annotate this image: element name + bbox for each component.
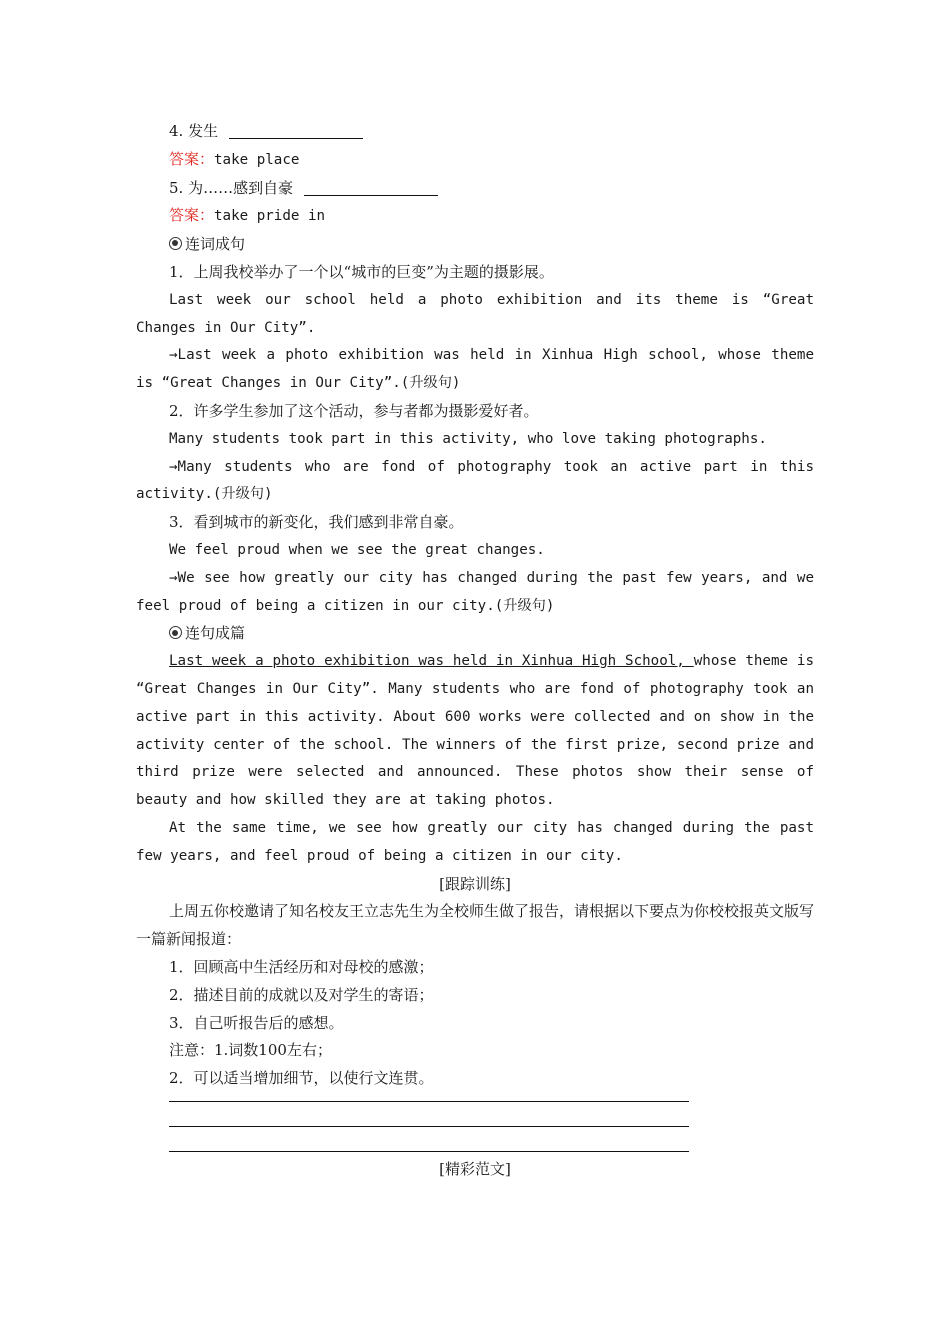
sentence-en-1: Last week our school held a photo exhibition and its theme is “Great Changes in Our City”.: [136, 291, 814, 336]
section-title-sentences: [136, 231, 814, 259]
writing-line[interactable]: [169, 1126, 689, 1127]
answer-label: 答案：: [169, 149, 215, 168]
answer-line-5: [136, 202, 814, 231]
passage-paragraph-1: [136, 648, 814, 815]
sentence-zh-3: 3．看到城市的新变化，我们感到非常自豪。: [169, 513, 464, 532]
vocab-prompt: 为……感到自豪: [188, 178, 294, 197]
model-essay-heading: [精彩范文]: [439, 1159, 511, 1178]
passage-text: whose theme is “Great Changes in Our City”. Many students who are fond of photography took an active part in this activity. About 600 works were collected and on show in the activity center of the school. The winners of the first prize, second prize and third prize were selected and announced. These photos show their sense of beauty and how skilled they are at taking photos.: [136, 653, 814, 809]
writing-area[interactable]: [136, 1101, 814, 1152]
section-title-passage: [136, 620, 814, 648]
practice-heading: [跟踪训练]: [439, 874, 511, 893]
practice-point-3: 3．自己听报告后的感想。: [169, 1013, 344, 1032]
sentence-en-2: Many students took part in this activity, who love taking photographs.: [169, 430, 767, 447]
answer-blank[interactable]: [304, 179, 438, 196]
bullet-circle-icon: [169, 237, 182, 250]
answer-blank[interactable]: [229, 122, 363, 139]
practice-point-2: 2．描述目前的成就以及对学生的寄语；: [169, 985, 434, 1004]
sentence-en-3: We feel proud when we see the great changes.: [169, 541, 545, 558]
answer-label: 答案：: [169, 206, 215, 225]
sentence-zh-2: 2．许多学生参加了这个活动，参与者都为摄影爱好者。: [169, 401, 539, 420]
sentence-upgrade-3: →We see how greatly our city has changed during the past few years, and we feel proud of being a citizen in our city.(升级句): [136, 569, 814, 614]
underlined-sentence: Last week a photo exhibition was held in Xinhua High School,: [169, 653, 694, 670]
writing-line[interactable]: [169, 1151, 689, 1152]
vocab-prompt: 发生: [188, 122, 219, 140]
item-number: 5.: [169, 178, 184, 197]
practice-point-1: 1．回顾高中生活经历和对母校的感激；: [169, 957, 434, 976]
passage-paragraph-2: At the same time, we see how greatly our city has changed during the past few years, and feel proud of being a citizen in our city.: [136, 819, 814, 864]
answer-line-4: [136, 146, 814, 175]
sentence-upgrade-2: →Many students who are fond of photography took an active part in this activity.(升级句): [136, 458, 814, 503]
vocab-item-4: [136, 118, 814, 146]
section-title: 连词成句: [185, 235, 246, 254]
practice-note-2: 2．可以适当增加细节，以使行文连贯。: [169, 1069, 434, 1088]
vocab-item-5: [136, 175, 814, 203]
item-number: 4.: [169, 122, 184, 140]
practice-intro: 上周五你校邀请了知名校友王立志先生为全校师生做了报告，请根据以下要点为你校校报英文版写一篇新闻报道：: [136, 902, 815, 949]
answer-text: take place: [214, 151, 300, 168]
document-page: [136, 118, 814, 1184]
sentence-zh-1: 1．上周我校举办了一个以“城市的巨变”为主题的摄影展。: [169, 262, 554, 281]
sentence-upgrade-1: →Last week a photo exhibition was held in Xinhua High school, whose theme is “Great Changes in Our City”.(升级句): [136, 347, 814, 392]
answer-text: take pride in: [214, 208, 326, 225]
bullet-circle-icon: [169, 626, 182, 639]
writing-line[interactable]: [169, 1101, 689, 1102]
practice-note-1: 注意：1.词数100左右；: [169, 1041, 332, 1060]
section-title: 连句成篇: [185, 624, 246, 643]
